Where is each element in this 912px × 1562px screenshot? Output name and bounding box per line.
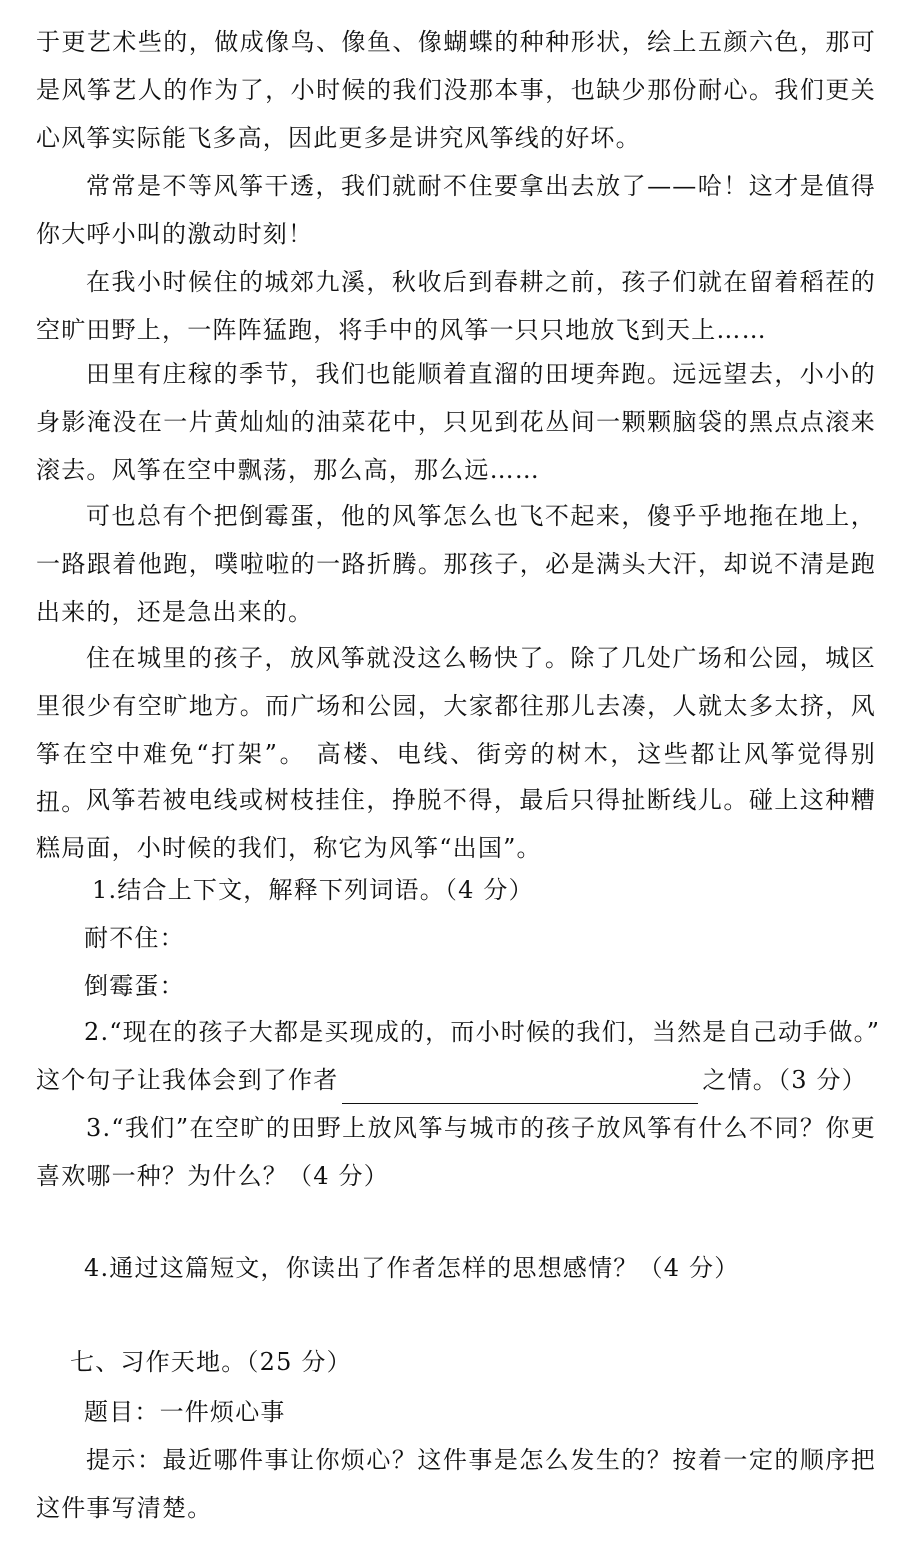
passage-paragraph-7: 风筝若被电线或树枝挂住，挣脱不得，最后只得扯断线儿。碰上这种糟糕局面，小时候的我们，称它为风筝“出国”。 [36, 786, 876, 862]
passage-paragraph-6: 住在城里的孩子，放风筝就没这么畅快了。除了几处广场和公园，城区里很少有空旷地方。而广场和公园，大家都往那儿去凑，人就太多太挤，风筝在空中难免“打架”。 高楼、电线、街旁的树木，这些都让风筝觉得别扭。 [36, 644, 876, 816]
question-2-before-blank: 这个句子让我体会到了作者 [36, 1066, 339, 1094]
passage-paragraph-4: 田里有庄稼的季节，我们也能顺着直溜的田埂奔跑。远远望去，小小的身影淹没在一片黄灿灿的油菜花中，只见到花丛间一颗颗脑袋的黑点点滚来滚去。风筝在空中飘荡，那么高，那么远…… [36, 360, 876, 484]
question-1-word-1: 耐不住： [84, 924, 185, 952]
question-2-answer-line [36, 1056, 867, 1104]
passage-paragraph-2: 常常是不等风筝干透，我们就耐不住要拿出去放了——哈！这才是值得你大呼小叫的激动时刻！ [36, 172, 876, 248]
writing-topic: 题目：一件烦心事 [84, 1398, 286, 1426]
passage-paragraph-5: 可也总有个把倒霉蛋，他的风筝怎么也飞不起来，傻乎乎地拖在地上，一路跟着他跑，噗啦啦的一路折腾。那孩子，必是满头大汗，却说不清是跑出来的，还是急出来的。 [36, 502, 876, 626]
answer-blank[interactable] [342, 1075, 698, 1104]
passage-paragraph-1: 于更艺术些的，做成像鸟、像鱼、像蝴蝶的种种形状，绘上五颜六色，那可是风筝艺人的作为了，小时候的我们没那本事，也缺少那份耐心。我们更关心风筝实际能飞多高，因此更多是讲究风筝线的好坏。 [36, 28, 876, 152]
question-3: 3.“我们”在空旷的田野上放风筝与城市的孩子放风筝有什么不同？你更喜欢哪一种？为什么？（4 分） [36, 1114, 876, 1190]
passage-paragraph-3: 在我小时候住的城郊九溪，秋收后到春耕之前，孩子们就在留着稻茬的空旷田野上，一阵阵猛跑，将手中的风筝一只只地放飞到天上…… [36, 268, 876, 344]
question-2-prompt: 2.“现在的孩子大都是买现成的，而小时候的我们，当然是自己动手做。” [84, 1018, 881, 1046]
question-1: 1.结合上下文，解释下列词语。（4 分） [92, 876, 534, 904]
question-1-word-2: 倒霉蛋： [84, 972, 185, 1000]
question-4: 4.通过这篇短文，你读出了作者怎样的思想感情？（4 分） [84, 1254, 740, 1282]
question-2-after-blank: 之情。（3 分） [702, 1066, 867, 1094]
writing-hint: 提示：最近哪件事让你烦心？这件事是怎么发生的？按着一定的顺序把这件事写清楚。 [36, 1446, 876, 1522]
writing-section-heading: 七、习作天地。（25 分） [70, 1348, 352, 1376]
